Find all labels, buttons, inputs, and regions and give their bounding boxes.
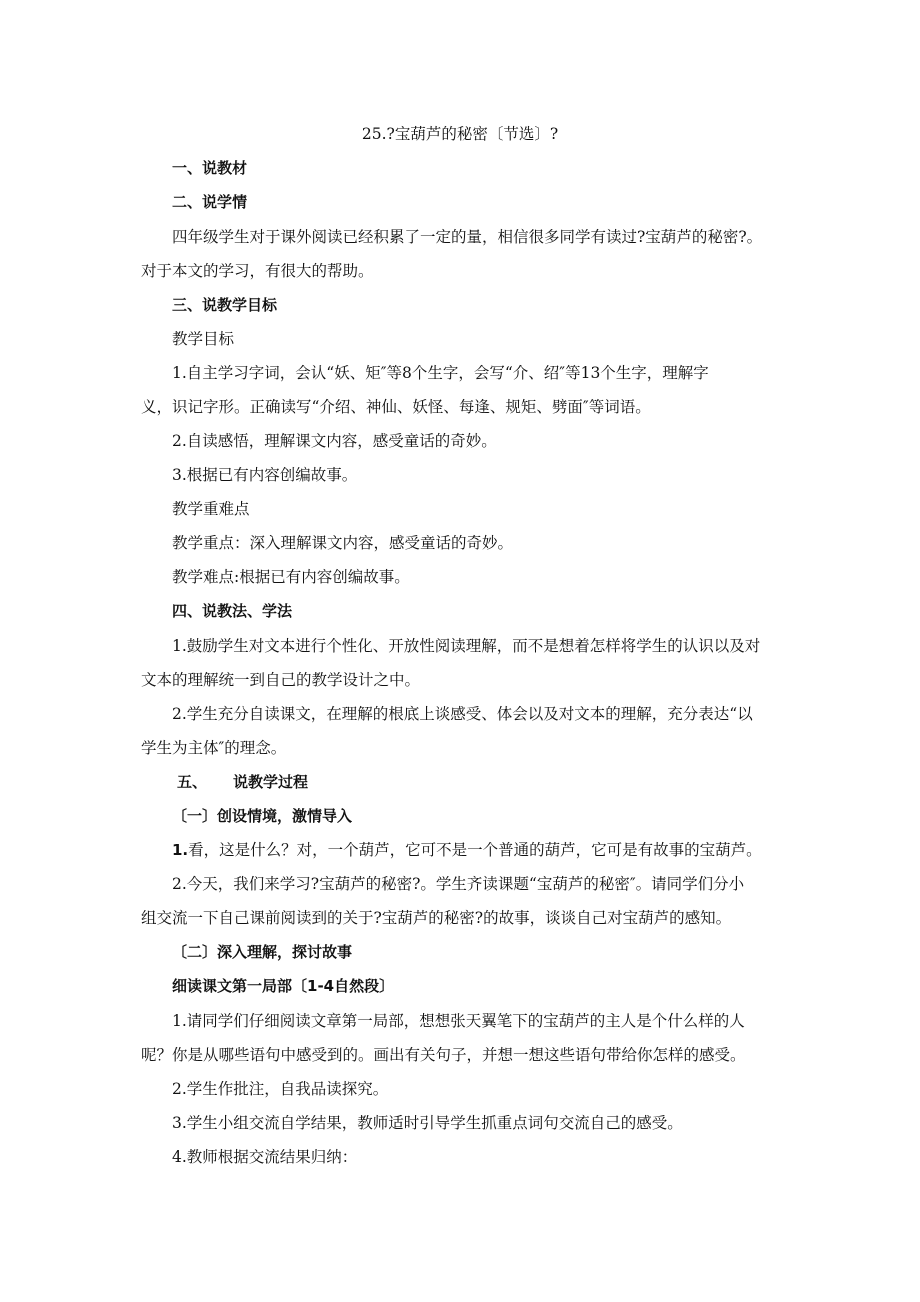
- paragraph-line: 组交流一下自己课前阅读到的关于?宝葫芦的秘密?的故事，谈谈自己对宝葫芦的感知。: [141, 909, 732, 927]
- paragraph-line: 2.学生充分自读课文，在理解的根底上谈感受、体会以及对文本的理解，充分表达“以: [172, 705, 753, 723]
- paragraph-line: 3.根据已有内容创编故事。: [172, 466, 358, 484]
- paragraph-line: 3.学生小组交流自学结果，教师适时引导学生抓重点词句交流自己的感受。: [172, 1114, 683, 1132]
- section-heading-3: 三、说教学目标: [172, 296, 278, 314]
- paragraph-line: [172, 840, 762, 860]
- paragraph-line: 对于本文的学习，有很大的帮助。: [141, 262, 374, 280]
- paragraph-line: 4.教师根据交流结果归纳：: [172, 1148, 358, 1166]
- subheading: 教学重难点: [172, 500, 250, 518]
- section-heading-4: 四、说教法、学法: [172, 602, 293, 620]
- section-heading-1: 一、说教材: [172, 159, 248, 177]
- paragraph-line: 教学重点：深入理解课文内容，感受童话的奇妙。: [172, 534, 514, 552]
- subheading: 教学目标: [172, 330, 235, 348]
- paragraph-line: 1.请同学们仔细阅读文章第一局部，想想张天翼笔下的宝葫芦的主人是个什么样的人: [172, 1012, 745, 1030]
- section-number: 五、: [177, 773, 208, 791]
- doc-title: 25.?宝葫芦的秘密〔节选〕?: [361, 125, 559, 143]
- paragraph-line: 义，识记字形。正确读写“介绍、神仙、妖怪、每逢、规矩、劈面″等词语。: [141, 398, 651, 416]
- paragraph-line: 2.今天，我们来学习?宝葫芦的秘密?。学生齐读课题“宝葫芦的秘密″。请同学们分小: [172, 875, 745, 893]
- section-heading-2: 二、说学情: [172, 193, 248, 211]
- paragraph-line: 四年级学生对于课外阅读已经积累了一定的量，相信很多同学有读过?宝葫芦的秘密?。: [172, 228, 763, 246]
- paragraph-line: 呢？你是从哪些语句中感受到的。画出有关句子，并想一想这些语句带给你怎样的感受。: [141, 1046, 746, 1064]
- paragraph-line: 1.鼓励学生对文本进行个性化、开放性阅读理解，而不是想着怎样将学生的认识以及对: [172, 637, 761, 655]
- subsection-heading-1: 〔一〕创设情境，激情导入: [172, 807, 353, 825]
- section-text: 说教学过程: [233, 773, 309, 791]
- section-heading-5: [177, 772, 308, 792]
- item-number: 1.: [172, 841, 189, 859]
- paragraph-line: 文本的理解统一到自己的教学设计之中。: [141, 671, 421, 689]
- paragraph-line: 教学难点:根据已有内容创编故事。: [172, 568, 410, 586]
- paragraph-line: 学生为主体″的理念。: [141, 739, 287, 757]
- subsection-heading-2: 〔二〕深入理解，探讨故事: [172, 943, 353, 961]
- item-text: 看，这是什么？对，一个葫芦，它可不是一个普通的葫芦，它可是有故事的宝葫芦。: [188, 841, 762, 859]
- paragraph-line: 1.自主学习字词，会认“妖、矩″等8个生字，会写“介、绍″等13个生字，理解字: [172, 364, 709, 382]
- part-heading: 细读课文第一局部〔1-4自然段〕: [172, 977, 395, 995]
- paragraph-line: 2.自读感悟，理解课文内容，感受童话的奇妙。: [172, 432, 497, 450]
- paragraph-line: 2.学生作批注，自我品读探究。: [172, 1080, 389, 1098]
